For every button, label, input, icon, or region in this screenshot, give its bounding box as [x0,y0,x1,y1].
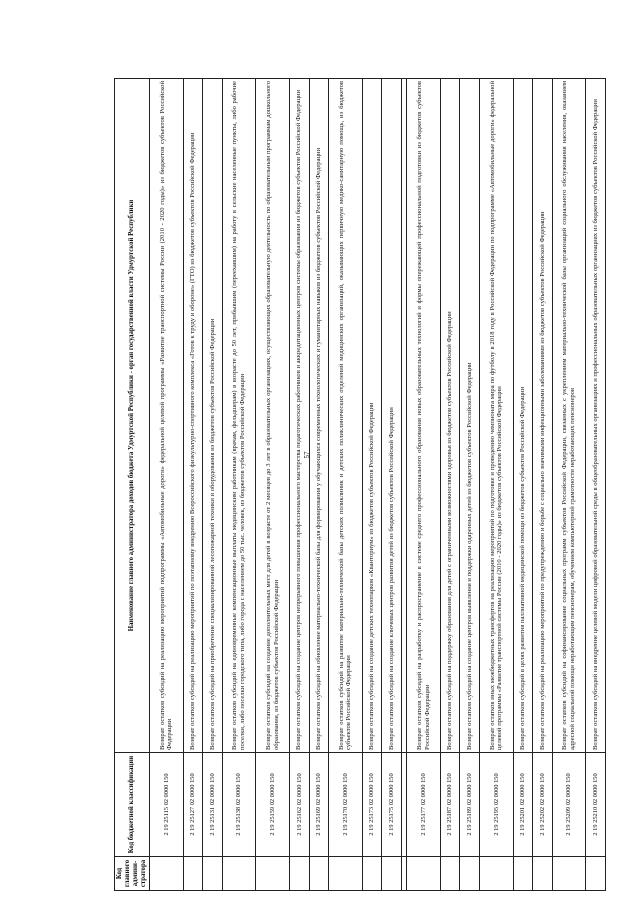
admin-code-cell [362,857,382,891]
admin-code-cell [150,857,184,891]
table-row [222,79,256,891]
table-row [382,79,402,891]
admin-code-cell [183,857,203,891]
description-cell: Возврат остатков иных межбюджетных трансфертов на реализацию мероприятий по подготовке и проведению чемпионата мира по футболу в 2018 году в Российской Федерации по подпрограмме «Автомобильные дороги» федеральной целевой программы «Развитие транспортной системы России (2010 - 2020 годы)» из бюджетов субъектов Российской Федерации [479,79,513,753]
table-row [290,79,310,891]
description-cell: Возврат остатков субсидий на единовременные компенсационные выплаты медицинским работникам (врачам, фельдшерам) в возрасте до 50 лет, прибывшим (переехавшим) на работу в сельские населенные пункты, либо рабочие поселки, либо поселки городского типа, либо города с населением до 50 тыс. человек, из бюджетов субъектов Российской Федерации [222,79,256,753]
admin-code-cell [513,857,533,891]
admin-code-cell [329,857,363,891]
table-row [460,79,480,891]
budget-code-cell: 2 19 25209 02 0000 150 [552,753,586,857]
admin-code-cell [203,857,223,891]
table-row [150,79,184,891]
budget-code-cell: 2 19 25115 02 0000 150 [150,753,184,857]
table-row [329,79,363,891]
budget-code-cell: 2 19 25189 02 0000 150 [460,753,480,857]
description-cell: Возврат остатков субсидий в целях развития паллиативной медицинской помощи из бюджетов субъектов Российской Федерации [513,79,533,753]
budget-code-cell: 2 19 25131 02 0000 150 [203,753,223,857]
description-cell: Возврат остатков субсидий на разработку и распространение в системе среднего профессионального образования новых образовательных технологий и формы опережающей профессиональной подготовки из бюджетов субъектов Российской Федерации [407,79,441,753]
admin-code-cell [407,857,441,891]
table-row [586,79,606,891]
header-admin-code: Код главного админи-стратора [115,857,150,891]
table-header-row [115,79,150,891]
table-row [362,79,382,891]
table-row [479,79,513,891]
description-cell: Возврат остатков субсидий на создание дополнительных мест для детей в возрасте от 2 месяцев до 3 лет в образовательных организациях, осуществляющих образовательную деятельность по образовательным программам дошкольного образования, из бюджетов субъектов Российской Федерации [256,79,290,753]
description-cell: Возврат остатков субсидий на приобретение специализированной лесопожарной техники и оборудования из бюджетов субъектов Российской Федерации [203,79,223,753]
admin-code-cell [552,857,586,891]
budget-code-cell: 2 19 25195 02 0000 150 [479,753,513,857]
description-cell: Возврат остатков субсидий на создание центров выявления и поддержки одаренных детей из бюджетов субъектов Российской Федерации [460,79,480,753]
description-cell: Возврат остатков субсидий на софинансирование социальных программ субъектов Российской Федерации, связанных с укреплением материально-технической базы организаций социального обслуживания населения, оказанием адресной социальной помощи неработающим пенсионерам, обучением компьютерной грамотности неработающих пенсионеров [552,79,586,753]
table-row [440,79,460,891]
description-cell: Возврат остатков субсидий на внедрение целевой модели цифровой образовательной среды в общеобразовательных организациях и профессиональных образовательных организациях из бюджетов субъектов Российской Федерации [586,79,606,753]
admin-code-cell [460,857,480,891]
table-row [309,79,329,891]
admin-code-cell [309,857,329,891]
budget-code-cell: 2 19 25173 02 0000 150 [362,753,382,857]
budget-code-cell: 2 19 25187 02 0000 150 [440,753,460,857]
table-row [256,79,290,891]
table-row [183,79,203,891]
budget-code-cell: 2 19 25175 02 0000 150 [382,753,402,857]
budget-code-cell: 2 19 25138 02 0000 150 [222,753,256,857]
table-row [552,79,586,891]
table-row [407,79,441,891]
admin-code-cell [290,857,310,891]
description-cell: Возврат остатков субсидий на создание ключевых центров развития детей из бюджетов субъектов Российской Федерации [382,79,402,753]
header-budget-code: Код бюджетной классификации [115,753,150,857]
admin-code-cell [586,857,606,891]
budget-code-cell: 2 19 25162 02 0000 150 [290,753,310,857]
admin-code-cell [440,857,460,891]
table-row [513,79,533,891]
admin-code-cell [533,857,553,891]
budget-code-cell: 2 19 25159 02 0000 150 [256,753,290,857]
budget-code-cell: 2 19 25201 02 0000 150 [513,753,533,857]
budget-code-cell: 2 19 25202 02 0000 150 [533,753,553,857]
revenue-codes-table [114,78,606,891]
budget-code-cell: 2 19 25210 02 0000 150 [586,753,606,857]
description-cell: Возврат остатков субсидий на обновление материально-технической базы для формирования у обучающихся современных технологических и гуманитарных навыков из бюджетов субъектов Российской Федерации [309,79,329,753]
description-cell: Возврат остатков субсидий на реализацию мероприятий по предупреждению и борьбе с социально значимыми инфекционными заболеваниями из бюджетов субъектов Российской Федерации [533,79,553,753]
admin-code-cell [256,857,290,891]
description-cell: Возврат остатков субсидий на поддержку образования для детей с ограниченными возможностями здоровья из бюджетов субъектов Российской Федерации [440,79,460,753]
description-cell: Возврат остатков субсидий на создание детских технопарков «Кванториум» из бюджетов субъектов Российской Федерации [362,79,382,753]
admin-code-cell [222,857,256,891]
budget-code-cell: 2 19 25127 02 0000 150 [183,753,203,857]
table-body [150,79,606,891]
header-administrator-name: Наименование главного администратора доходов бюджета Удмуртской Республики - орган государственной власти Удмуртской Республики [115,79,150,753]
description-cell: Возврат остатков субсидий на реализацию мероприятий по поэтапному внедрению Всероссийского физкультурно-спортивного комплекса «Готов к труду и обороне» (ГТО) из бюджетов субъектов Российской Федерации [183,79,203,753]
description-cell: Возврат остатков субсидий на реализацию мероприятий подпрограммы «Автомобильные дороги» федеральной целевой программы «Развитие транспортной системы России (2010 - 2020 годы)» из бюджетов субъектов Российской Федерации [150,79,184,753]
description-cell: Возврат остатков субсидий на создание центров непрерывного повышения профессионального мастерства педагогических работников и аккредитационных центров системы образования из бюджетов субъектов Российской Федерации [290,79,310,753]
rotated-table-container [114,79,606,891]
table-row [203,79,223,891]
table-row [533,79,553,891]
budget-code-cell: 2 19 25177 02 0000 150 [407,753,441,857]
admin-code-cell [479,857,513,891]
admin-code-cell [382,857,402,891]
budget-code-cell: 2 19 25169 02 0000 150 [309,753,329,857]
budget-code-cell: 2 19 25170 02 0000 150 [329,753,363,857]
description-cell: Возврат остатков субсидий на развитие материально-технической базы детских поликлиник и детских поликлинических отделений медицинских организаций, оказывающих первичную медико-санитарную помощь, из бюджетов субъектов Российской Федерации [329,79,363,753]
page-number: 57 [303,451,311,459]
